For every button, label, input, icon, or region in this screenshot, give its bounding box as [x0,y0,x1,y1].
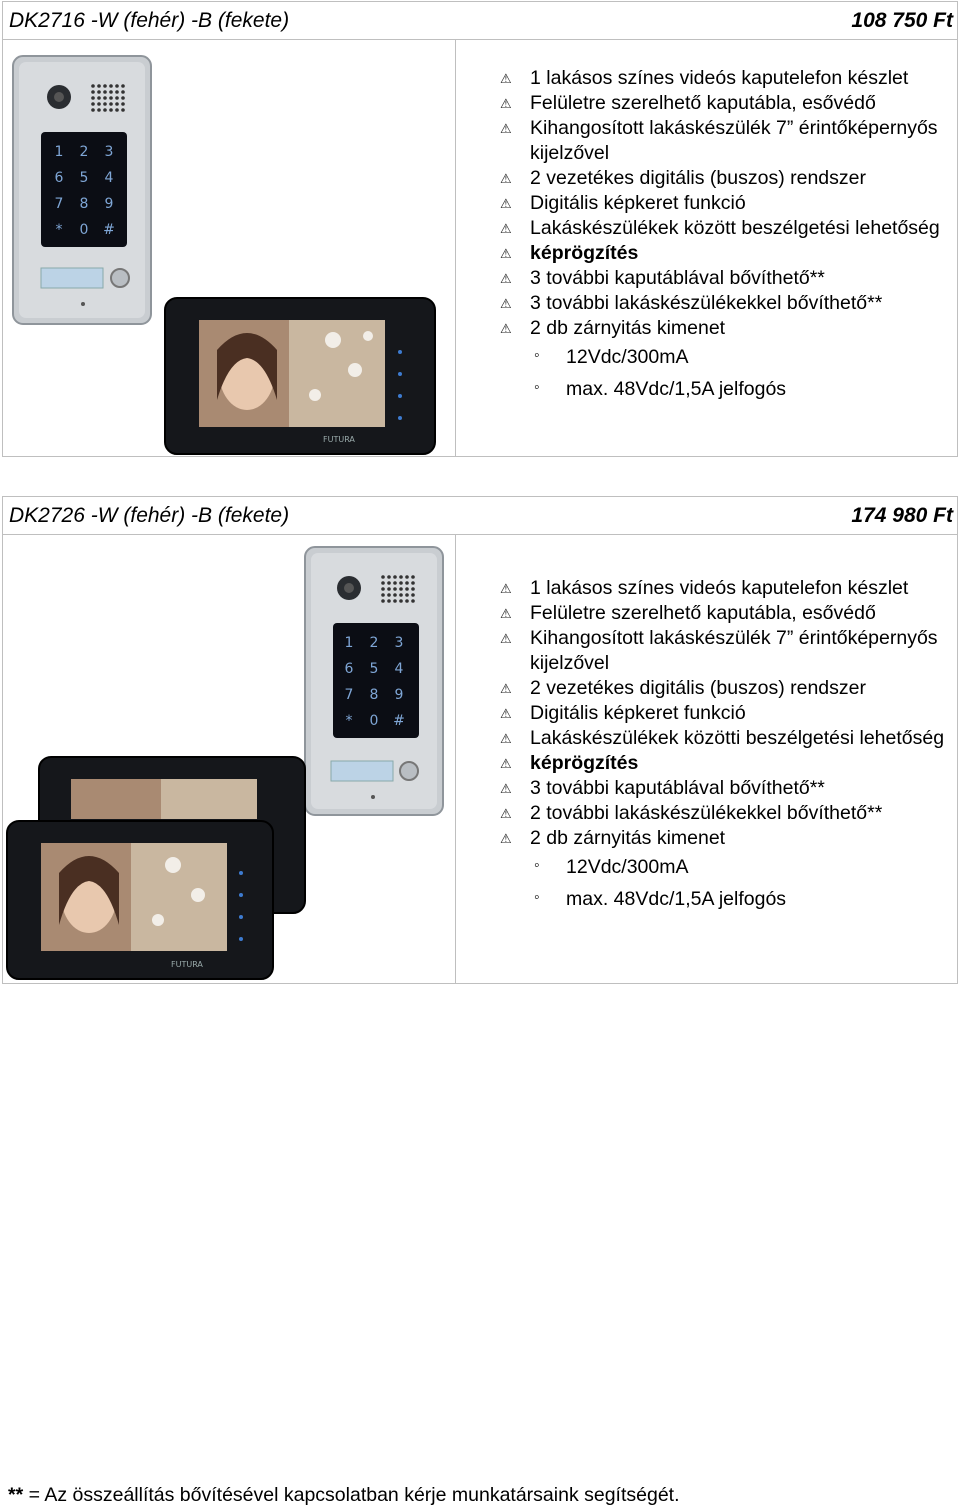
keypad-key: 8 [369,687,379,703]
feature-item: ⚠ 2 további lakáskészülékekkel bővíthető** [500,802,883,824]
speaker-hole [97,108,101,112]
speaker-hole [91,102,95,106]
product-price: 108 750 Ft [851,9,953,32]
speaker-hole [411,593,415,597]
bullet-icon: ⚠ [500,246,512,261]
keypad-key: 8 [79,196,89,212]
speaker-hole [103,84,107,88]
speaker-hole [121,84,125,88]
speaker-hole [405,587,409,591]
speaker-hole [411,599,415,603]
feature-item: ⚠ Lakáskészülékek közötti beszélgetési lehetőség [500,727,945,749]
feature-item: ⚠ Digitális képkeret funkció [500,702,746,724]
bullet-icon: ⚠ [500,296,512,311]
speaker-hole [387,575,391,579]
bullet-icon: ⚠ [500,681,512,696]
speaker-hole [115,102,119,106]
bullet-icon: ⚠ [500,221,512,236]
speaker-hole [121,90,125,94]
bullet-icon: ⚠ [500,96,512,111]
speaker-hole [121,102,125,106]
speaker-hole [399,593,403,597]
speaker-hole [91,84,95,88]
monitor-brand-label: FUTURA [323,435,355,444]
speaker-hole [411,587,415,591]
product-body [3,535,957,984]
product-card-dk2726 [2,496,958,984]
door-panel [13,56,151,324]
feature-list [500,576,955,915]
product-photo-intercom-kit-two-monitors [3,535,455,984]
sub-item: ◦ 12Vdc/300mA [500,851,955,883]
bullet-icon: ⚠ [500,121,512,136]
sub-bullet-icon: ◦ [534,857,540,874]
feature-item: ⚠ 2 db zárnyitás kimenet [500,827,726,849]
speaker-hole [399,581,403,585]
keypad-key: 4 [104,170,114,186]
speaker-hole [103,102,107,106]
feature-item: ⚠ Felületre szerelhető kaputábla, esővédő [500,602,876,624]
speaker-hole [121,96,125,100]
product-image-cell [3,40,456,457]
product-name: DK2716 -W (fehér) -B (fekete) [9,9,290,32]
product-header [3,497,957,535]
call-button-icon [111,269,129,287]
sub-bullet-icon: ◦ [534,889,540,906]
speaker-hole [405,575,409,579]
product-card-dk2716 [2,1,958,457]
feature-item: ⚠ 1 lakásos színes videós kaputelefon készlet [500,577,909,599]
keypad-key: # [393,713,405,729]
footnote-text: = Az összeállítás bővítésével kapcsolatban kérje munkatársaink segítségét. [23,1484,680,1506]
keypad-key: 7 [344,687,354,703]
speaker-hole [393,593,397,597]
speaker-hole [393,587,397,591]
keypad-key: 3 [394,635,404,651]
bullet-icon: ⚠ [500,706,512,721]
door-panel [305,547,443,815]
feature-list [500,66,955,405]
keypad-key: 5 [79,170,89,186]
keypad-key: 7 [54,196,64,212]
feature-item: ⚠ Kihangosított lakáskészülék 7” érintőképernyős kijelzővel [500,117,938,164]
bullet-icon: ⚠ [500,806,512,821]
sub-item: ◦ max. 48Vdc/1,5A jelfogós [500,373,955,405]
sub-bullet-icon: ◦ [534,379,540,396]
keypad-key: # [103,222,115,238]
speaker-hole [115,96,119,100]
product-photo-intercom-kit [3,40,455,457]
speaker-hole [109,108,113,112]
speaker-hole [115,84,119,88]
speaker-hole [97,84,101,88]
speaker-hole [387,593,391,597]
keypad-key: * [345,713,353,729]
speaker-hole [381,599,385,603]
product-price: 174 980 Ft [851,504,953,527]
feature-item: ⚠ 2 vezetékes digitális (buszos) rendszer [500,677,866,699]
feature-item: ⚠ 1 lakásos színes videós kaputelefon készlet [500,67,909,89]
bullet-icon: ⚠ [500,831,512,846]
speaker-hole [393,581,397,585]
speaker-hole [405,581,409,585]
keypad-key: 6 [54,170,64,186]
footnote [8,1483,680,1507]
speaker-hole [411,575,415,579]
keypad-key: 3 [104,144,114,160]
bullet-icon: ⚠ [500,321,512,336]
bullet-icon: ⚠ [500,631,512,646]
feature-item: ⚠ Lakáskészülékek között beszélgetési lehetőség [500,217,940,239]
speaker-hole [393,575,397,579]
speaker-hole [387,587,391,591]
keypad-key: * [55,222,63,238]
keypad-key: 9 [104,196,114,212]
bullet-icon: ⚠ [500,271,512,286]
speaker-hole [103,90,107,94]
speaker-hole [121,108,125,112]
feature-item: ⚠ 2 vezetékes digitális (buszos) rendszer [500,167,866,189]
keypad-key: 1 [344,635,354,651]
keypad-key: 0 [79,222,89,238]
speaker-hole [91,108,95,112]
bullet-icon: ⚠ [500,606,512,621]
sub-item: ◦ 12Vdc/300mA [500,341,955,373]
speaker-hole [399,575,403,579]
bullet-icon: ⚠ [500,731,512,746]
keypad-key: 2 [79,144,89,160]
speaker-hole [399,587,403,591]
sub-item: ◦ max. 48Vdc/1,5A jelfogós [500,883,955,915]
bullet-icon: ⚠ [500,171,512,186]
keypad-key: 9 [394,687,404,703]
speaker-hole [97,90,101,94]
keypad-key: 6 [344,661,354,677]
speaker-hole [103,108,107,112]
footnote-marker: ** [8,1484,24,1506]
feature-item: ⚠ Felületre szerelhető kaputábla, esővédő [500,92,876,114]
speaker-hole [381,593,385,597]
speaker-hole [405,593,409,597]
sub-bullet-icon: ◦ [534,347,540,364]
speaker-hole [109,96,113,100]
speaker-hole [97,102,101,106]
feature-item: ⚠ Digitális képkeret funkció [500,192,746,214]
indoor-monitor-front [7,821,273,979]
speaker-hole [109,84,113,88]
speaker-hole [405,599,409,603]
feature-item: ⚠ képrögzítés [500,752,639,774]
speaker-hole [115,108,119,112]
speaker-hole [387,581,391,585]
speaker-hole [381,575,385,579]
bullet-icon: ⚠ [500,71,512,86]
name-tag-window [41,268,103,288]
speaker-hole [381,587,385,591]
keypad-key: 2 [369,635,379,651]
bullet-icon: ⚠ [500,781,512,796]
product-header [3,2,957,40]
feature-item: ⚠ képrögzítés [500,242,639,264]
indoor-monitor [165,298,435,454]
speaker-hole [109,102,113,106]
speaker-hole [393,599,397,603]
feature-item: ⚠ 3 további kaputáblával bővíthető** [500,267,825,289]
keypad-key: 0 [369,713,379,729]
feature-item: ⚠ 3 további lakáskészülékekkel bővíthető** [500,292,883,314]
speaker-hole [109,90,113,94]
product-body [3,40,957,457]
speaker-hole [399,599,403,603]
speaker-hole [91,90,95,94]
bullet-icon: ⚠ [500,756,512,771]
feature-item: ⚠ 3 további kaputáblával bővíthető** [500,777,825,799]
speaker-hole [91,96,95,100]
speaker-hole [411,581,415,585]
call-button-icon [400,762,418,780]
product-name: DK2726 -W (fehér) -B (fekete) [9,504,290,527]
bullet-icon: ⚠ [500,196,512,211]
keypad-key: 5 [369,661,379,677]
feature-item: ⚠ Kihangosított lakáskészülék 7” érintőképernyős kijelzővel [500,627,938,674]
keypad-key: 1 [54,144,64,160]
speaker-hole [103,96,107,100]
speaker-hole [115,90,119,94]
product-image-cell [3,535,456,984]
feature-item: ⚠ 2 db zárnyitás kimenet [500,317,726,339]
speaker-hole [381,581,385,585]
name-tag-window [331,761,393,781]
speaker-hole [97,96,101,100]
monitor-brand-label: FUTURA [171,960,203,969]
keypad-key: 4 [394,661,404,677]
speaker-hole [387,599,391,603]
bullet-icon: ⚠ [500,581,512,596]
